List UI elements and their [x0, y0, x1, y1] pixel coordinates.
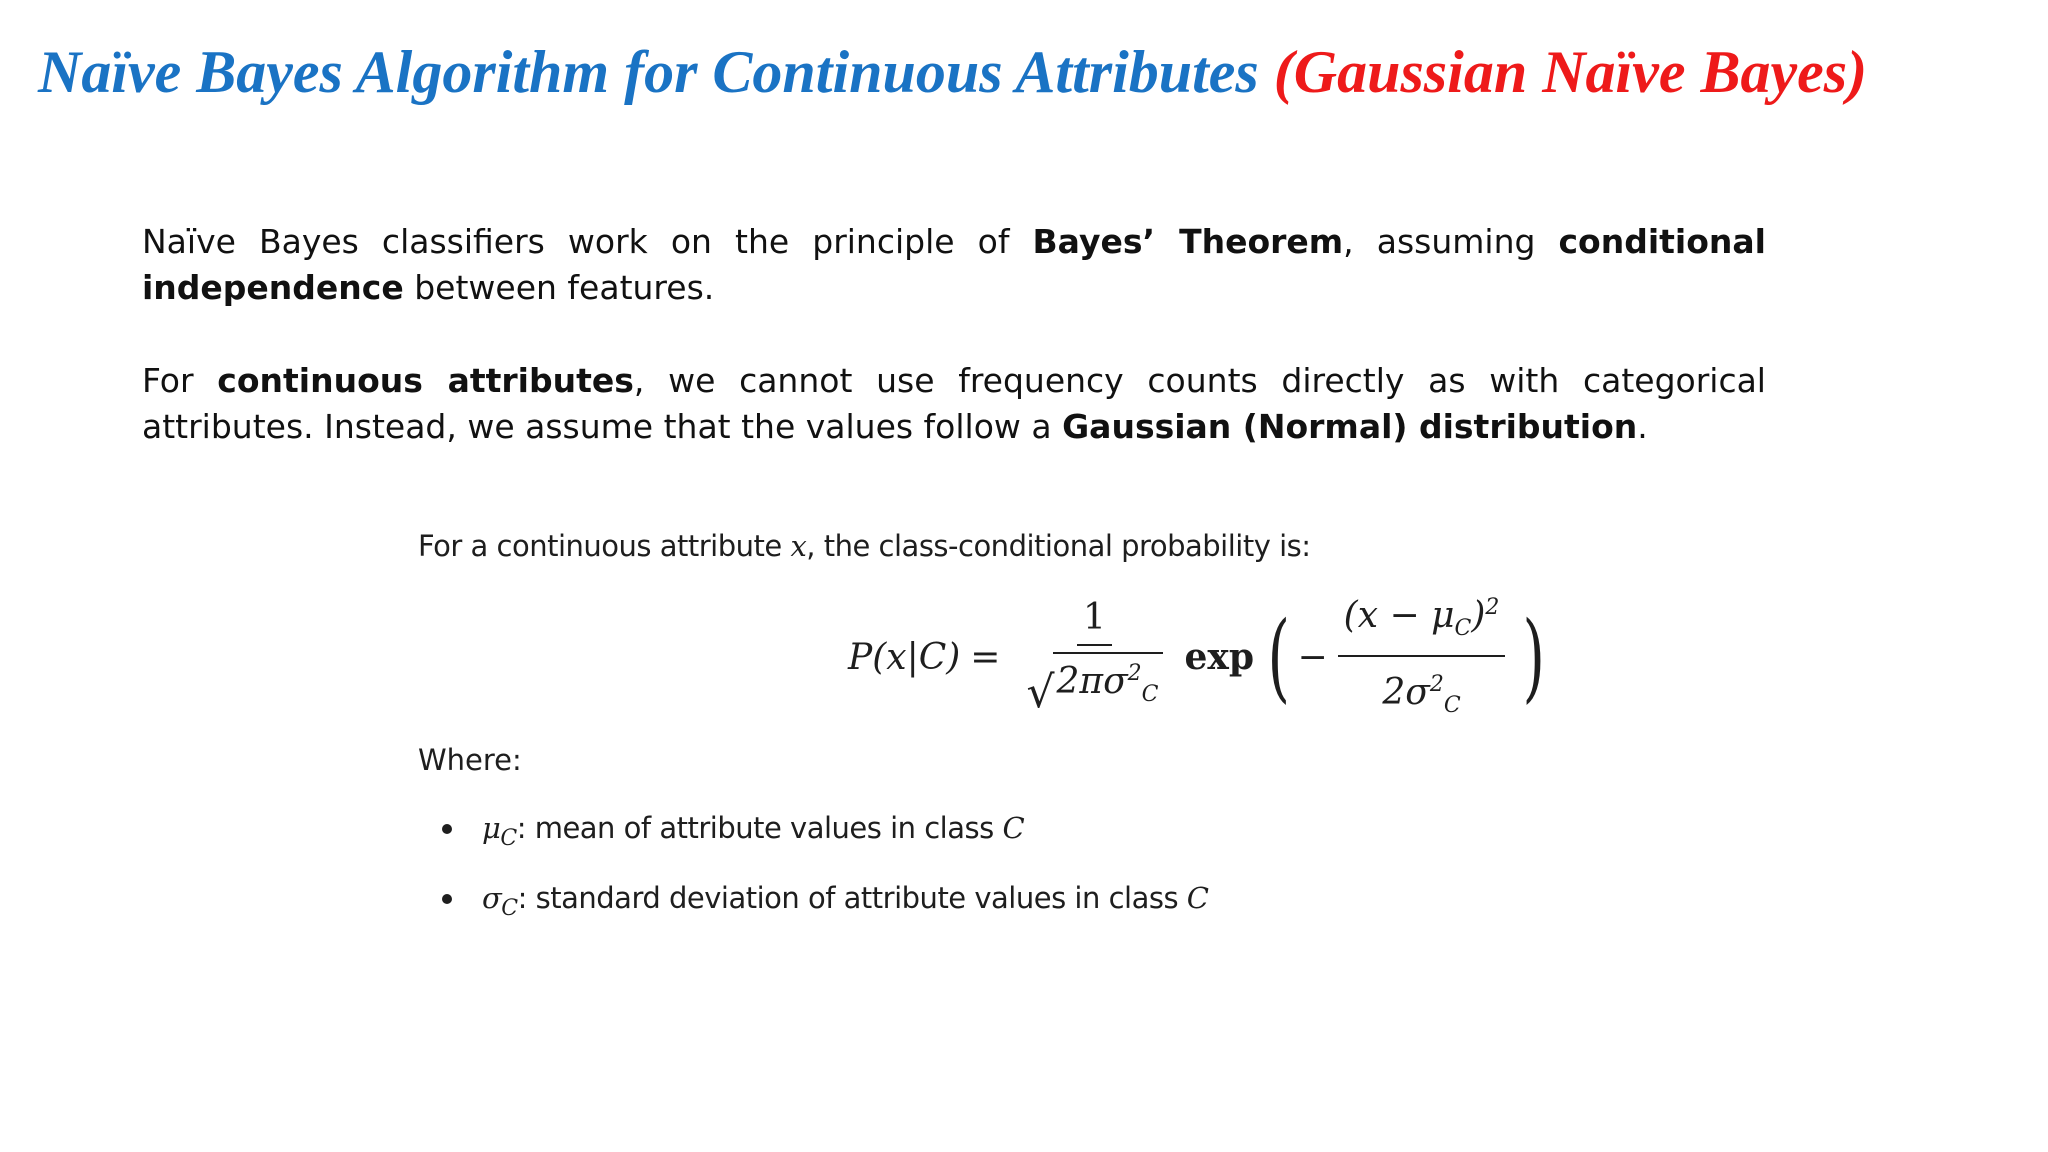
para1-text-2: , assuming — [1343, 222, 1559, 261]
exp-num-sub: C — [1454, 616, 1472, 641]
exp-num-text: (x − μ — [1343, 594, 1455, 636]
bullet-icon — [442, 894, 452, 904]
para1-bold-bayes-theorem: Bayes’ Theorem — [1032, 222, 1344, 261]
para2-text-2: , we cannot use frequency counts directly as with categorical attributes. Instead, we assume that the values follow a — [142, 361, 1766, 446]
formula-open-paren: ( — [1267, 601, 1291, 713]
title-main: Naïve Bayes Algorithm for Continuous Attributes — [38, 39, 1259, 105]
list-item — [418, 878, 1208, 948]
formula-exp: exp — [1184, 636, 1255, 678]
formula-lhs: P(x|C) — [848, 636, 961, 678]
definition-symbol-sub: C — [501, 895, 518, 921]
sqrt-body-text: 2πσ — [1056, 660, 1128, 702]
exp-num-sup: 2 — [1485, 594, 1500, 620]
list-item — [418, 808, 1208, 878]
exp-den-text: 2σ — [1382, 672, 1430, 713]
formula-intro — [418, 526, 1311, 566]
definition-list — [418, 808, 1208, 948]
definition-text: : standard deviation of attribute values in class — [517, 881, 1187, 915]
para2-text-3: . — [1637, 407, 1648, 446]
sqrt-icon: √ — [1026, 667, 1055, 719]
formula-minus: − — [1297, 636, 1328, 678]
title-highlight: (Gaussian Naïve Bayes) — [1273, 39, 1868, 105]
coefficient-denominator — [1020, 646, 1168, 718]
slide-title — [38, 30, 1867, 114]
intro-variable-x: x — [790, 529, 807, 563]
para1-bold-conditional-independence: conditional independence — [142, 222, 1766, 307]
where-label: Where: — [418, 743, 522, 777]
paragraph-bayes-theorem — [142, 219, 1766, 311]
definition-class-var: C — [1002, 811, 1025, 845]
coefficient-numerator: 1 — [1077, 596, 1112, 646]
para2-text-1: For — [142, 361, 218, 400]
formula-panel — [418, 522, 1546, 942]
definition-symbol-mu: μ — [482, 811, 501, 845]
definition-symbol-sigma: σ — [482, 881, 502, 915]
definition-text: : mean of attribute values in class — [516, 811, 1003, 845]
exp-den-sup: 2 — [1429, 672, 1444, 697]
definition-class-var: C — [1186, 881, 1209, 915]
definition-symbol-sub: C — [500, 825, 517, 851]
para2-bold-gaussian-distribution: Gaussian (Normal) distribution — [1062, 407, 1638, 446]
gaussian-formula — [848, 592, 1553, 722]
intro-text-before: For a continuous attribute — [418, 529, 791, 563]
sqrt-expression — [1026, 652, 1162, 719]
intro-text-after: , the class-conditional probability is: — [806, 529, 1311, 563]
formula-coefficient-fraction — [1020, 596, 1168, 718]
exp-num-close: ) — [1471, 594, 1486, 636]
formula-equals: = — [970, 636, 1001, 678]
sqrt-sup: 2 — [1127, 660, 1142, 686]
sqrt-sub: C — [1141, 682, 1159, 708]
formula-close-paren: ) — [1522, 601, 1546, 713]
para1-text-1: Naïve Bayes classifiers work on the principle of — [142, 222, 1033, 261]
exponent-denominator — [1376, 657, 1466, 728]
paragraph-continuous-attributes — [142, 358, 1766, 450]
exp-den-sub: C — [1443, 693, 1461, 719]
exponent-numerator — [1338, 586, 1506, 657]
para2-bold-continuous-attributes: continuous attributes — [217, 361, 634, 400]
para1-text-3: between features. — [403, 268, 715, 307]
formula-exponent-fraction — [1338, 586, 1506, 728]
bullet-icon — [442, 824, 452, 834]
sqrt-body — [1053, 652, 1163, 715]
